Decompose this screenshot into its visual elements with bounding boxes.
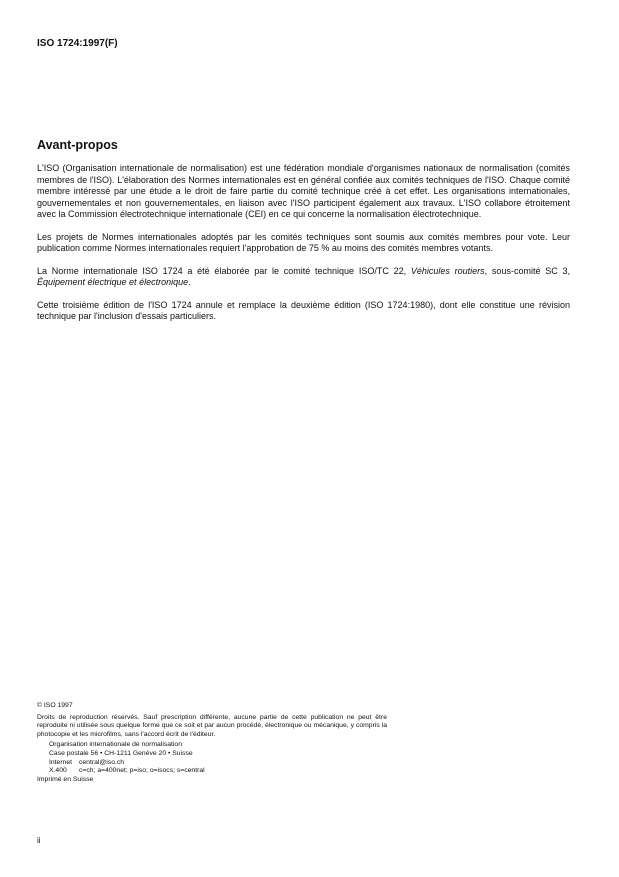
address-block — [37, 741, 387, 775]
subcommittee-title: Équipement électrique et électronique — [37, 277, 189, 287]
copyright-footer — [37, 702, 387, 784]
paragraph-2: Les projets de Normes internationales adoptés par les comités techniques sont soumis aux comités membres pour vote. Leur publication comme Normes internationales requiert l'approbation de 75 % au moins des comités membres votants. — [37, 231, 570, 253]
paragraph-3 — [37, 266, 570, 289]
document-id-header: ISO 1724:1997(F) — [37, 38, 118, 49]
postal-address: Case postale 56 • CH-1211 Genève 20 • Suisse — [49, 749, 193, 757]
paragraph-4: Cette troisième édition de l'ISO 1724 annule et remplace la deuxième édition (ISO 1724:1980), dont elle constitue une révision technique par l'inclusion d'essais particuliers. — [37, 299, 570, 321]
committee-title: Véhicules routiers — [410, 265, 485, 276]
internet-value: central@iso.ch — [79, 758, 125, 766]
org-name: Organisation internationale de normalisation — [49, 741, 182, 749]
x400-value: c=ch; a=400net; p=iso; o=isocs; s=central — [79, 767, 205, 775]
page-number: ii — [37, 836, 41, 845]
internet-label: Internet — [49, 758, 73, 766]
rights-notice: Droits de reproduction réservés. Sauf prescription différente, aucune partie de cette publication ne peut être reproduite ni utilisée sous quelque forme que ce soit et par aucun procédé, électronique ou mécanique, y compris la photocopie et les microfilms, sans l'accord écrit de l'éditeur. — [37, 713, 387, 738]
page-title: Avant-propos — [37, 138, 118, 152]
copyright-line: © ISO 1997 — [37, 702, 73, 709]
paragraph-1: L'ISO (Organisation internationale de normalisation) est une fédération mondiale d'organismes nationaux de normalisation (comités membres de l'ISO). L'élaboration des Normes internationales est en général confiée aux comités techniques de l'ISO. Chaque comité membre intéressé par une étude a le droit de faire partie du comité technique créé à cet effet. Les organisations internationales, gouvernementales et non gouvernementales, en liaison avec l'ISO participent également aux travaux. L'ISO collabore étroitement avec la Commission électrotechnique internationale (CEI) en ce qui concerne la normalisation électrotechnique. — [37, 163, 570, 219]
paragraph-3-end: . — [188, 277, 191, 287]
paragraph-3-part-a: La Norme internationale ISO 1724 a été élaborée par le comité technique ISO/TC 22, — [37, 265, 411, 276]
printed-in: Imprimé en Suisse — [37, 775, 94, 783]
paragraph-3-part-c: , sous-comité SC 3, — [484, 265, 570, 276]
x400-label: X.400 — [49, 767, 67, 775]
x400-row — [49, 767, 387, 776]
internet-row — [49, 759, 387, 768]
foreword-body — [37, 163, 570, 334]
